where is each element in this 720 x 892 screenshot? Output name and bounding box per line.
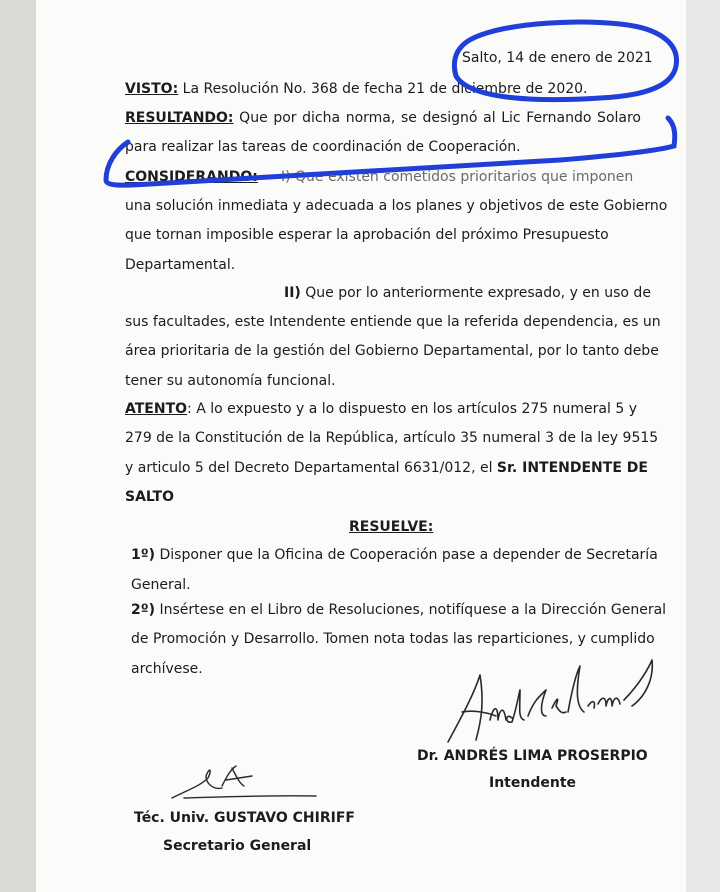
ii-text-1: Que por lo anteriormente expresado, y en uso de xyxy=(300,285,651,301)
item-2-line-3: archívese. xyxy=(131,661,203,677)
resultando-label: RESULTANDO: xyxy=(125,110,234,126)
item-1-text-1: Disponer que la Oficina de Cooperación pase a depender de Secretaría xyxy=(155,547,658,563)
ii-label: II) xyxy=(284,285,301,301)
intendente-signature xyxy=(448,660,652,742)
secretario-name: Téc. Univ. GUSTAVO CHIRIFF xyxy=(134,810,355,826)
ii-line-2: sus facultades, este Intendente entiende que la referida dependencia, es un xyxy=(125,314,661,330)
intendente-name: Dr. ANDRÉS LIMA PROSERPIO xyxy=(417,748,648,764)
item-2-line-2: de Promoción y Desarrollo. Tomen nota todas las reparticiones, y cumplido xyxy=(131,631,655,647)
atento-line-4: SALTO xyxy=(125,489,174,505)
atento-intendente: Sr. INTENDENTE DE xyxy=(496,460,648,476)
resultando-text-1: Que por dicha norma, se designó al Lic Fernando Solaro xyxy=(233,110,641,126)
considerando-line-1: I) Que existen cometidos prioritarios que imponen xyxy=(281,169,634,185)
atento-text-1: : A lo expuesto y a lo dispuesto en los artículos 275 numeral 5 y xyxy=(187,401,637,417)
atento-label: ATENTO xyxy=(125,401,188,417)
considerando-line-2: una solución inmediata y adecuada a los planes y objetivos de este Gobierno xyxy=(125,198,668,214)
item-2-label: 2º) xyxy=(131,602,156,618)
date-highlight-loop xyxy=(454,22,676,100)
ii-line-3: área prioritaria de la gestión del Gobierno Departamental, por lo tanto debe xyxy=(125,343,659,359)
considerando-line-3: que tornan imposible esperar la aprobación del próximo Presupuesto xyxy=(125,227,609,243)
resultando-line-2: para realizar las tareas de coordinación de Cooperación. xyxy=(125,139,521,155)
considerando-label: CONSIDERANDO: xyxy=(125,169,258,185)
intendente-title: Intendente xyxy=(489,775,577,791)
ii-line-4: tener su autonomía funcional. xyxy=(125,373,336,389)
item-1-line-2: General. xyxy=(131,577,191,593)
resuelve-heading: RESUELVE: xyxy=(349,519,434,535)
secretario-signature xyxy=(172,766,316,798)
secretario-title: Secretario General xyxy=(163,838,312,854)
item-2-text-1: Insértese en el Libro de Resoluciones, notifíquese a la Dirección General xyxy=(155,602,667,618)
visto-text: La Resolución No. 368 de fecha 21 de diciembre de 2020. xyxy=(178,81,588,97)
considerando-line-4: Departamental. xyxy=(125,257,236,273)
considerando-underline-stroke xyxy=(106,118,675,185)
atento-line-2: 279 de la Constitución de la República, artículo 35 numeral 3 de la ley 9515 xyxy=(125,430,659,446)
visto-label: VISTO: xyxy=(125,81,179,97)
document-date: Salto, 14 de enero de 2021 xyxy=(462,50,653,66)
atento-text-3: y articulo 5 del Decreto Departamental 6631/012, el xyxy=(125,460,497,476)
item-1-label: 1º) xyxy=(131,547,156,563)
